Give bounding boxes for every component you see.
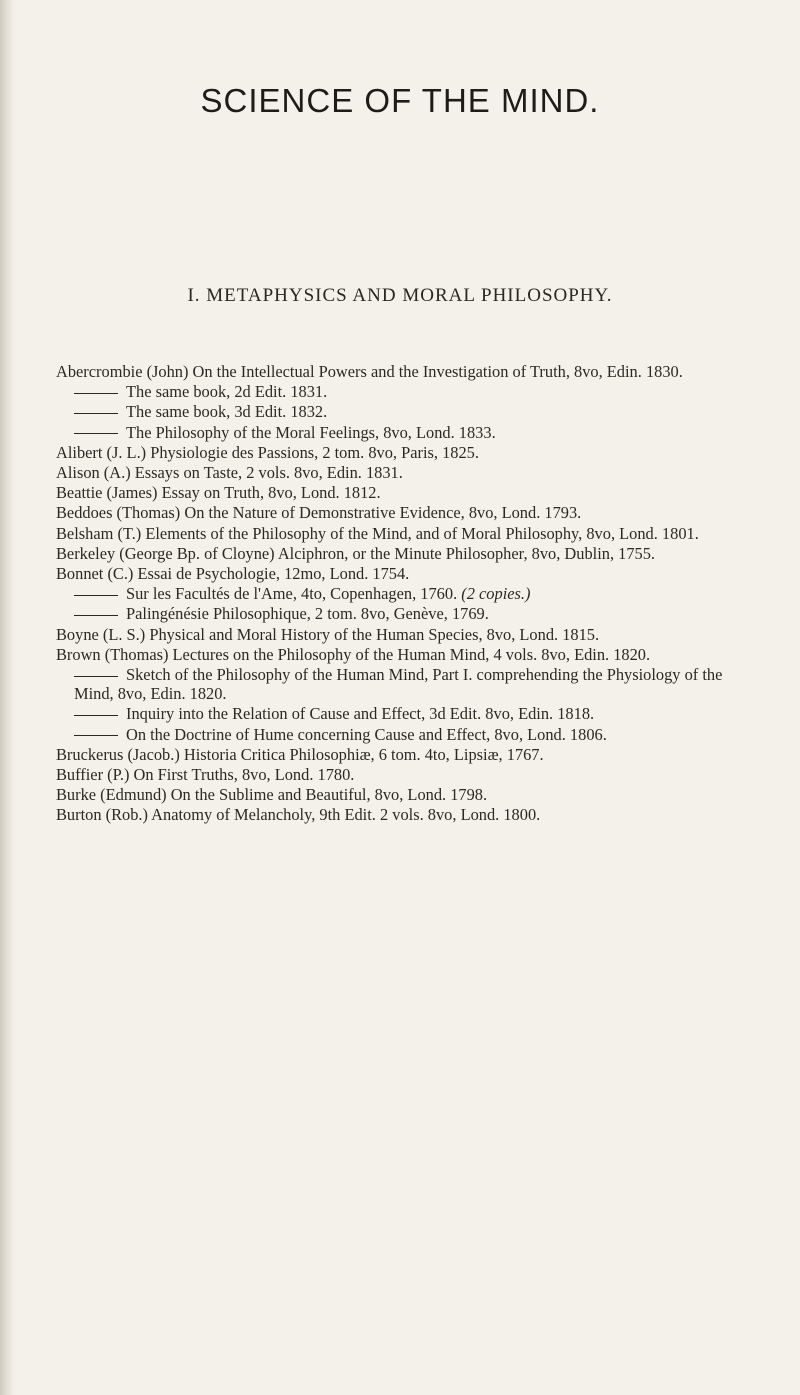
bibliography-entry — [56, 625, 764, 644]
entry-text: Inquiry into the Relation of Cause and Effect, 3d Edit. 8vo, Edin. 1818. — [126, 704, 595, 724]
section-heading: I. METAPHYSICS AND MORAL PHILOSOPHY. — [187, 285, 613, 306]
bibliography-entry — [56, 785, 764, 804]
entry-text: Brown (Thomas) Lectures on the Philosophy of the Human Mind, 4 vols. 8vo, Edin. 1820. — [56, 644, 651, 664]
entry-text: Burke (Edmund) On the Sublime and Beautiful, 8vo, Lond. 1798. — [56, 785, 488, 805]
bibliography-entry — [56, 503, 764, 522]
entry-text: Burton (Rob.) Anatomy of Melancholy, 9th Edit. 2 vols. 8vo, Lond. 1800. — [56, 805, 541, 825]
entry-text: Abercrombie (John) On the Intellectual Powers and the Investigation of Truth, 8vo, Edin. 1830. — [56, 362, 683, 381]
ditto-dash — [74, 676, 118, 677]
entry-text: Bruckerus (Jacob.) Historia Critica Philosophiæ, 6 tom. 4to, Lipsiæ, 1767. — [56, 744, 544, 764]
bibliography-entry — [56, 382, 764, 401]
bibliography-entry — [56, 483, 764, 502]
bibliography-entry — [56, 402, 764, 421]
bibliography-entry — [56, 805, 764, 824]
ditto-dash — [74, 735, 118, 736]
entry-text: The same book, 2d Edit. 1831. — [126, 382, 328, 402]
bibliography-entry — [56, 362, 764, 381]
entry-text: Boyne (L. S.) Physical and Moral History of the Human Species, 8vo, Lond. 1815. — [56, 624, 600, 644]
entry-text: Bonnet (C.) Essai de Psychologie, 12mo, Lond. 1754. — [56, 564, 410, 584]
entry-text: Alibert (J. L.) Physiologie des Passions, 2 tom. 8vo, Paris, 1825. — [56, 442, 479, 462]
bibliography-entry — [56, 443, 764, 462]
entry-text: Buffier (P.) On First Truths, 8vo, Lond. 1780. — [56, 765, 355, 785]
entry-text: Berkeley (George Bp. of Cloyne) Alciphron, or the Minute Philosopher, 8vo, Dublin, 1755. — [56, 543, 656, 563]
ditto-dash — [74, 615, 118, 616]
entry-note: (2 copies.) — [461, 584, 531, 604]
bibliography-entry — [56, 524, 764, 543]
bibliography-entry — [56, 745, 764, 764]
ditto-dash — [74, 413, 118, 414]
bibliography-entry — [56, 463, 764, 482]
entry-text: Palingénésie Philosophique, 2 tom. 8vo, Genève, 1769. — [126, 604, 489, 624]
bibliography-entry — [56, 604, 764, 623]
entry-text: The same book, 3d Edit. 1832. — [126, 402, 328, 422]
bibliography-list — [56, 362, 764, 826]
ditto-dash — [74, 595, 118, 596]
bibliography-entry — [56, 564, 764, 583]
entry-text: Beattie (James) Essay on Truth, 8vo, Lond. 1812. — [56, 483, 381, 503]
bibliography-entry — [56, 765, 764, 784]
bibliography-entry — [56, 645, 764, 664]
ditto-dash — [74, 393, 118, 394]
entry-text: On the Doctrine of Hume concerning Cause and Effect, 8vo, Lond. 1806. — [126, 724, 607, 744]
entry-text: Belsham (T.) Elements of the Philosophy of the Mind, and of Moral Philosophy, 8vo, Lond. 1801. — [56, 523, 699, 543]
bibliography-entry — [56, 423, 764, 442]
entry-text: Sur les Facultés de l'Ame, 4to, Copenhagen, 1760. — [126, 584, 458, 604]
page-title: SCIENCE OF THE MIND. — [200, 82, 600, 119]
bibliography-entry — [56, 544, 764, 563]
ditto-dash — [74, 433, 118, 434]
entry-text: Alison (A.) Essays on Taste, 2 vols. 8vo, Edin. 1831. — [56, 463, 403, 483]
page-binding-edge — [0, 0, 14, 1395]
bibliography-entry — [56, 665, 764, 703]
entry-text: The Philosophy of the Moral Feelings, 8vo, Lond. 1833. — [126, 422, 496, 442]
bibliography-entry — [56, 725, 764, 744]
bibliography-entry — [56, 704, 764, 723]
bibliography-entry — [56, 584, 764, 603]
entry-text: Sketch of the Philosophy of the Human Mind, Part I. comprehending the Physiology of the Mind, 8vo, Edin. 1820. — [74, 665, 723, 704]
ditto-dash — [74, 715, 118, 716]
entry-text: Beddoes (Thomas) On the Nature of Demonstrative Evidence, 8vo, Lond. 1793. — [56, 503, 582, 523]
